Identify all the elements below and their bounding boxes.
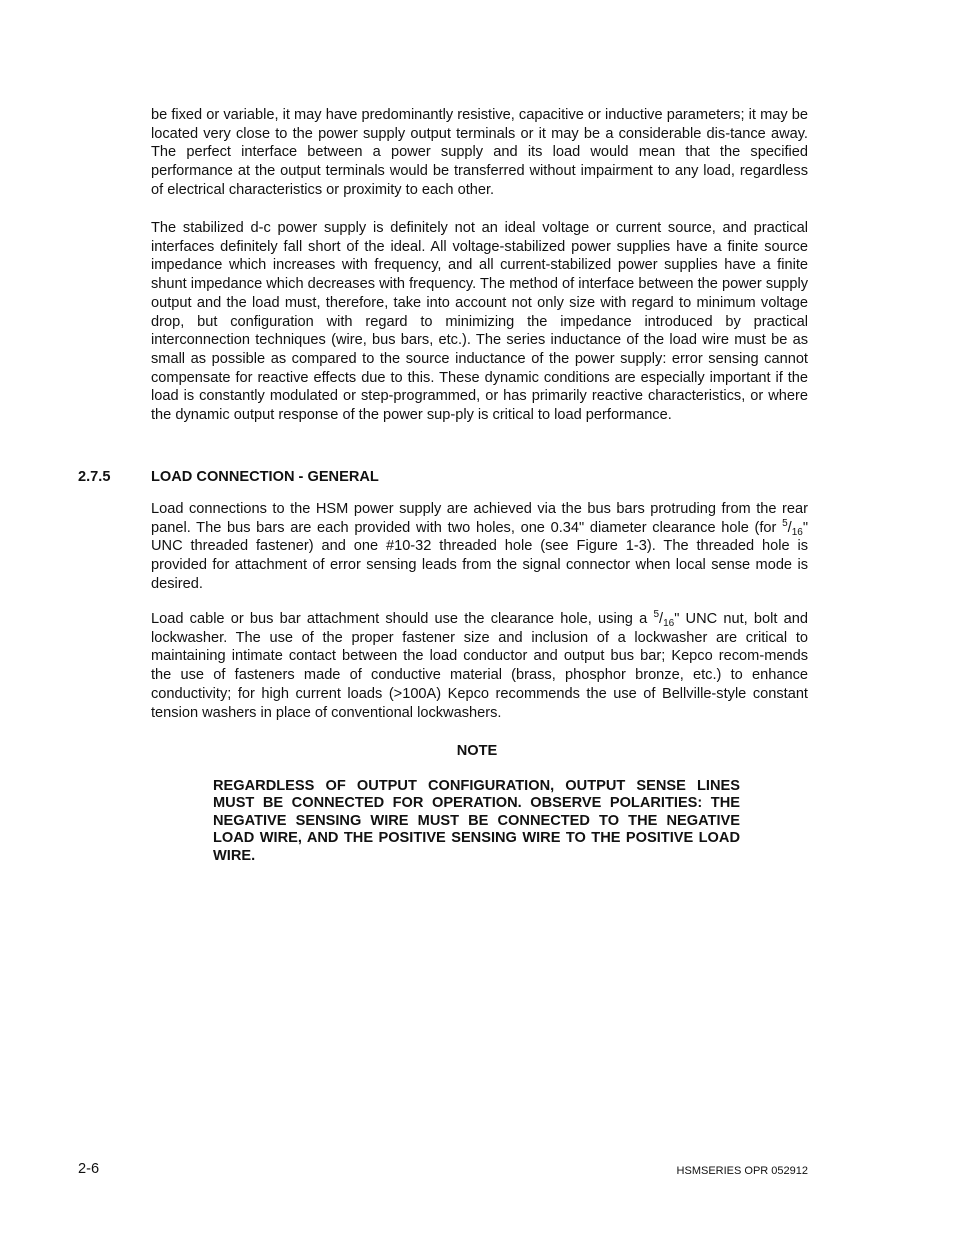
section-number: 2.7.5 (78, 469, 111, 485)
section-title: LOAD CONNECTION - GENERAL (151, 469, 379, 485)
fraction-denominator: 16 (791, 526, 803, 538)
section-paragraph-2 (151, 610, 808, 722)
fraction-denominator: 16 (663, 618, 675, 629)
fraction-slash: / (787, 519, 792, 536)
note-text: REGARDLESS OF OUTPUT CONFIGURATION, OUTPUT SENSE LINES MUST BE CONNECTED FOR OPERATION. OBSERVE POLARITIES: THE NEGATIVE SENSING WIRE MUST BE CONNECTED TO THE NEGATIVE LOAD WIRE, AND THE POSITIVE SENSING WIRE TO THE POSITIVE LOAD WIRE. (213, 778, 740, 864)
section-paragraph-2-text-b: " UNC nut, bolt and lockwasher. The use of the proper fastener size and inclusion of a lockwasher are critical to maintaining intimate contact between the load conductor and output bus bar; Kepco recom-mends the use of fasteners made of conductive material (brass, phosphor bronze, etc.) to enhance conductivity; for high current loads (>100A) Kepco recommends the use of Bellville-style constant tension washers in place of conventional lockwashers. (151, 611, 808, 721)
section-paragraph-1-text-a: Load connections to the HSM power supply are achieved via the bus bars protruding from the rear panel. The bus bars are each provided with two holes, one 0.34" diameter clearance hole (for (151, 501, 808, 536)
body-paragraph-1: be fixed or variable, it may have predominantly resistive, capacitive or inductive parameters; it may be located very close to the power supply output terminals or it may be a considerable dis-tance away. The perfect interface between a power supply and its load would mean that the specified performance at the output terminals would be transferred without impairment to any load, regardless of electrical characteristics or proximity to each other. (151, 107, 808, 198)
note-heading: NOTE (456, 743, 498, 759)
body-paragraph-2: The stabilized d-c power supply is definitely not an ideal voltage or current source, and practical interfaces definitely fall short of the ideal. All voltage-stabilized power supplies have a finite source impedance which increases with frequency, and all current-stabilized power supplies have a finite shunt impedance which decreases with frequency. The method of interface between the power supply output and the load must, therefore, take into account not only size with regard to minimum voltage drop, but configuration with regard to minimizing the impedance introduced by practical interconnection techniques (wire, bus bars, etc.). The series inductance of the load wire must be as small as possible as compared to the source inductance of the power supply: error sensing cannot compensate for reactive effects due to this. These dynamic conditions are especially important if the load is constantly modulated or step-programmed, or has primarily reactive characteristics, or where the dynamic output response of the power sup-ply is critical to load performance. (151, 220, 808, 424)
fraction-numerator: 5 (782, 517, 788, 529)
fraction-numerator: 5 (653, 609, 659, 620)
document-id: HSMSERIES OPR 052912 (676, 1165, 808, 1177)
section-paragraph-1-text-b: " UNC threaded fastener) and one #10-32 threaded hole (see Figure 1-3). The threaded hole is provided for attachment of error sensing leads from the signal connector when local sense mode is desired. (151, 519, 808, 592)
section-paragraph-2-text-a: Load cable or bus bar attachment should use the clearance hole, using a (151, 611, 654, 627)
page-number: 2-6 (78, 1161, 100, 1177)
section-paragraph-1 (151, 500, 808, 594)
fraction-slash: / (659, 611, 664, 627)
